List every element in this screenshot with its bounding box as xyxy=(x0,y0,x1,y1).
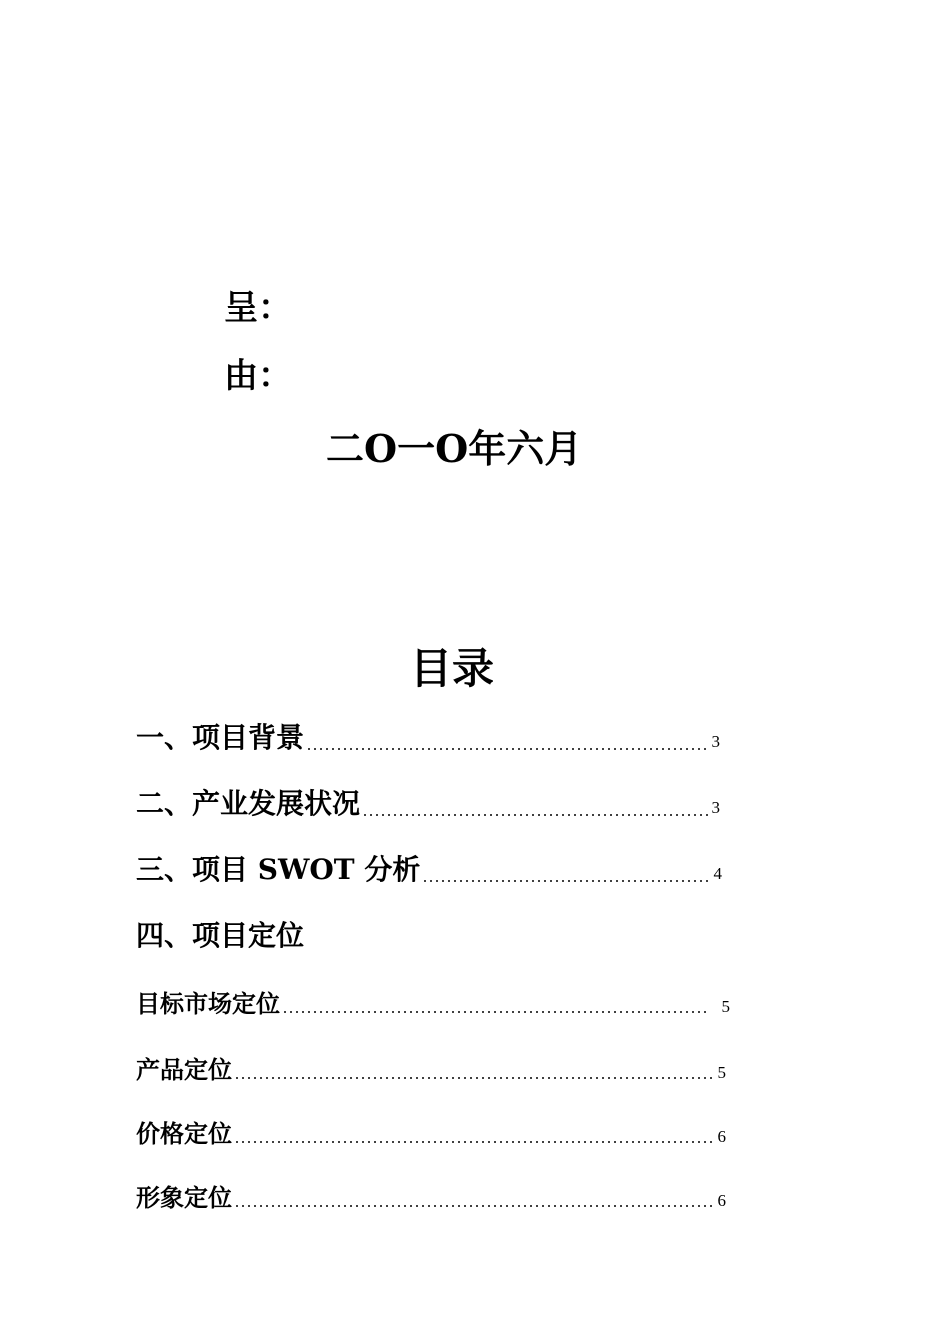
toc-leader-dots xyxy=(234,1077,716,1079)
toc-entry-label: 一、项目背景 xyxy=(136,721,305,754)
toc-entry-label: 三、项目 SWOT 分析 xyxy=(136,853,421,886)
toc-entry-label: 形象定位 xyxy=(136,1183,232,1212)
toc-entry[interactable] xyxy=(136,914,304,954)
toc-entry[interactable] xyxy=(136,1178,726,1213)
toc-entry-label: 产品定位 xyxy=(136,1055,232,1084)
toc-entry-label: 二、产业发展状况 xyxy=(136,787,361,820)
toc-leader-dots xyxy=(282,1011,710,1013)
toc-leader-dots xyxy=(306,748,709,750)
toc-entry[interactable] xyxy=(136,984,730,1019)
toc-title: 目录 xyxy=(410,644,495,693)
toc-entry-page: 3 xyxy=(711,732,720,751)
report-date: 二O一O年六月 xyxy=(326,426,583,471)
presented-by-label: 由： xyxy=(224,356,292,396)
toc-entry[interactable] xyxy=(136,1114,726,1149)
toc-entry-label: 四、项目定位 xyxy=(136,919,305,952)
toc-leader-dots xyxy=(362,814,709,816)
toc-entry[interactable] xyxy=(136,716,720,756)
toc-entry-page: 6 xyxy=(717,1127,726,1146)
toc-leader-dots xyxy=(422,880,711,882)
toc-entry-page: 6 xyxy=(717,1191,726,1210)
toc-entry-page: 3 xyxy=(711,798,720,817)
toc-entry[interactable] xyxy=(136,1050,726,1085)
toc-entry-page: 4 xyxy=(713,864,722,883)
toc-entry-page: 5 xyxy=(717,1063,726,1082)
toc-entry-page: 5 xyxy=(721,997,730,1016)
toc-leader-dots xyxy=(234,1141,716,1143)
toc-leader-dots xyxy=(234,1205,716,1207)
toc-entry[interactable] xyxy=(136,848,722,888)
toc-entry-label: 价格定位 xyxy=(136,1119,232,1148)
toc-entry[interactable] xyxy=(136,782,720,822)
presented-to-label: 呈： xyxy=(224,288,292,328)
toc-entry-label: 目标市场定位 xyxy=(136,989,280,1018)
